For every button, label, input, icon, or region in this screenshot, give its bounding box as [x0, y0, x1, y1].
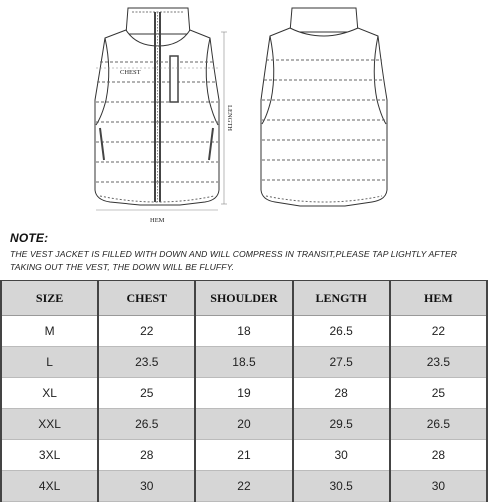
cell-size: XXL	[1, 409, 98, 440]
table-row	[1, 409, 487, 440]
header-hem: HEM	[390, 281, 487, 316]
cell-shoulder: 18.5	[195, 347, 292, 378]
cell-chest: 23.5	[98, 347, 195, 378]
cell-hem: 30	[390, 471, 487, 502]
table-row	[1, 440, 487, 471]
cell-size: XL	[1, 378, 98, 409]
cell-shoulder: 21	[195, 440, 292, 471]
table-row	[1, 471, 487, 502]
cell-size: L	[1, 347, 98, 378]
cell-length: 26.5	[293, 316, 390, 347]
table-row	[1, 347, 487, 378]
cell-hem: 26.5	[390, 409, 487, 440]
length-label: LENGTH	[226, 105, 233, 131]
cell-length: 27.5	[293, 347, 390, 378]
cell-chest: 22	[98, 316, 195, 347]
cell-shoulder: 19	[195, 378, 292, 409]
cell-chest: 30	[98, 471, 195, 502]
note-title: NOTE:	[10, 231, 49, 245]
cell-hem: 25	[390, 378, 487, 409]
cell-chest: 26.5	[98, 409, 195, 440]
cell-hem: 22	[390, 316, 487, 347]
size-chart-table	[0, 280, 488, 502]
header-chest: CHEST	[98, 281, 195, 316]
vest-measurement-diagram	[0, 0, 488, 228]
cell-length: 28	[293, 378, 390, 409]
cell-length: 30.5	[293, 471, 390, 502]
vest-drawings	[0, 0, 488, 228]
hem-label: HEM	[150, 217, 165, 224]
cell-shoulder: 22	[195, 471, 292, 502]
cell-length: 30	[293, 440, 390, 471]
cell-shoulder: 20	[195, 409, 292, 440]
table-header-row	[1, 281, 487, 316]
header-size: SIZE	[1, 281, 98, 316]
table-row	[1, 378, 487, 409]
cell-chest: 28	[98, 440, 195, 471]
vest-front-illustration	[95, 8, 219, 205]
cell-hem: 23.5	[390, 347, 487, 378]
note-text: THE VEST JACKET IS FILLED WITH DOWN AND WILL COMPRESS IN TRANSIT,PLEASE TAP LIGHTLY AFTER TAKING OUT THE VEST, THE DOWN WILL BE FLUFFY.	[10, 249, 458, 272]
chest-label: CHEST	[120, 69, 141, 76]
cell-chest: 25	[98, 378, 195, 409]
vest-back-illustration	[261, 8, 387, 206]
header-shoulder: SHOULDER	[195, 281, 292, 316]
cell-size: 4XL	[1, 471, 98, 502]
cell-size: 3XL	[1, 440, 98, 471]
cell-hem: 28	[390, 440, 487, 471]
header-length: LENGTH	[293, 281, 390, 316]
cell-shoulder: 18	[195, 316, 292, 347]
cell-size: M	[1, 316, 98, 347]
cell-length: 29.5	[293, 409, 390, 440]
table-row	[1, 316, 487, 347]
